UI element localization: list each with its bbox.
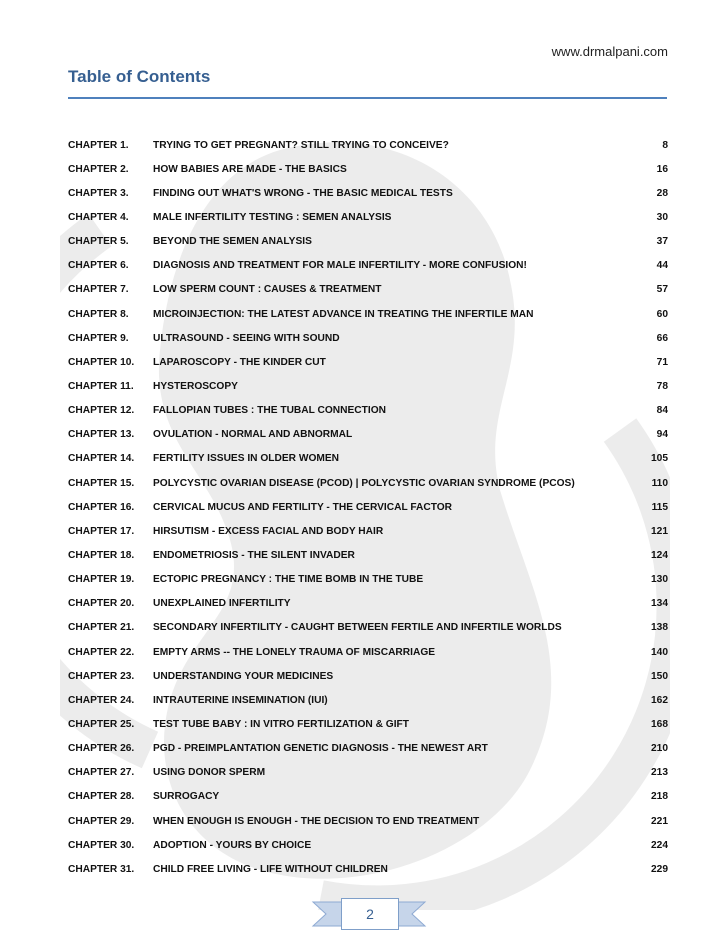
page-ref: 16 — [656, 163, 668, 175]
toc-entry[interactable] — [68, 302, 668, 326]
toc-entry[interactable] — [68, 350, 668, 374]
toc-entry[interactable] — [68, 519, 668, 543]
chapter-title: FERTILITY ISSUES IN OLDER WOMEN — [153, 453, 340, 465]
chapter-title: BEYOND THE SEMEN ANALYSIS — [153, 236, 312, 248]
chapter-number: CHAPTER 16. — [68, 501, 135, 513]
page-ref: 37 — [656, 236, 668, 248]
chapter-title: LOW SPERM COUNT : CAUSES & TREATMENT — [153, 284, 382, 296]
chapter-title: WHEN ENOUGH IS ENOUGH - THE DECISION TO END TREATMENT — [153, 815, 480, 827]
chapter-number: CHAPTER 29. — [68, 815, 135, 827]
chapter-number: CHAPTER 12. — [68, 405, 135, 417]
toc-entry[interactable] — [68, 157, 668, 181]
toc-entry[interactable] — [68, 664, 668, 688]
chapter-title: ECTOPIC PREGNANCY : THE TIME BOMB IN THE TUBE — [153, 574, 424, 586]
toc-entry[interactable] — [68, 326, 668, 350]
chapter-title: UNDERSTANDING YOUR MEDICINES — [153, 670, 334, 682]
page-ref: 78 — [656, 380, 668, 392]
page-ref: 168 — [651, 718, 668, 730]
chapter-number: CHAPTER 6. — [68, 260, 129, 272]
toc-entry[interactable] — [68, 761, 668, 785]
chapter-title: CHILD FREE LIVING - LIFE WITHOUT CHILDREN — [153, 863, 388, 875]
page-ref: 28 — [656, 187, 668, 199]
toc-entry[interactable] — [68, 399, 668, 423]
chapter-title: FINDING OUT WHAT'S WRONG - THE BASIC MEDICAL TESTS — [153, 187, 453, 199]
page-ref: 229 — [651, 863, 668, 875]
page-ref: 57 — [656, 284, 668, 296]
chapter-title: TRYING TO GET PREGNANT? STILL TRYING TO CONCEIVE? — [153, 139, 449, 151]
chapter-title: UNEXPLAINED INFERTILITY — [153, 598, 291, 610]
chapter-title: POLYCYSTIC OVARIAN DISEASE (PCOD) | POLYCYSTIC OVARIAN SYNDROME (PCOS) — [153, 477, 575, 489]
chapter-title: CERVICAL MUCUS AND FERTILITY - THE CERVICAL FACTOR — [153, 501, 453, 513]
chapter-number: CHAPTER 28. — [68, 791, 135, 803]
toc-entry[interactable] — [68, 833, 668, 857]
page-ref: 124 — [651, 549, 668, 561]
toc-entry[interactable] — [68, 495, 668, 519]
chapter-number: CHAPTER 23. — [68, 670, 135, 682]
chapter-number: CHAPTER 17. — [68, 525, 135, 537]
page-ref: 94 — [656, 429, 668, 441]
page-ref: 213 — [651, 767, 668, 779]
website-url[interactable]: www.drmalpani.com — [551, 44, 668, 59]
chapter-title: LAPAROSCOPY - THE KINDER CUT — [153, 356, 326, 368]
page-ref: 121 — [651, 525, 668, 537]
toc-entry[interactable] — [68, 857, 668, 881]
page-ref: 210 — [651, 743, 668, 755]
toc-entry[interactable] — [68, 374, 668, 398]
toc-entry[interactable] — [68, 568, 668, 592]
page-ref: 224 — [651, 839, 668, 851]
page-ref: 66 — [656, 332, 668, 344]
chapter-title: EMPTY ARMS -- THE LONELY TRAUMA OF MISCARRIAGE — [153, 646, 436, 658]
toc-entry[interactable] — [68, 278, 668, 302]
chapter-number: CHAPTER 31. — [68, 863, 135, 875]
toc-entry[interactable] — [68, 640, 668, 664]
page-title: Table of Contents — [68, 67, 211, 86]
chapter-number: CHAPTER 11. — [68, 380, 134, 392]
chapter-number: CHAPTER 10. — [68, 356, 135, 368]
chapter-number: CHAPTER 9. — [68, 332, 129, 344]
chapter-title: OVULATION - NORMAL AND ABNORMAL — [153, 429, 353, 441]
chapter-title: TEST TUBE BABY : IN VITRO FERTILIZATION & GIFT — [153, 718, 409, 730]
toc-entry[interactable] — [68, 181, 668, 205]
toc-entry[interactable] — [68, 543, 668, 567]
chapter-number: CHAPTER 27. — [68, 767, 135, 779]
title-divider — [68, 97, 667, 99]
chapter-title: USING DONOR SPERM — [153, 767, 266, 779]
toc-entry[interactable] — [68, 254, 668, 278]
page-ref: 138 — [651, 622, 668, 634]
chapter-number: CHAPTER 22. — [68, 646, 135, 658]
chapter-number: CHAPTER 26. — [68, 743, 135, 755]
toc-entry[interactable] — [68, 592, 668, 616]
chapter-number: CHAPTER 15. — [68, 477, 135, 489]
toc-entry[interactable] — [68, 712, 668, 736]
toc-entry[interactable] — [68, 423, 668, 447]
chapter-title: DIAGNOSIS AND TREATMENT FOR MALE INFERTILITY - MORE CONFUSION! — [153, 260, 527, 272]
page-ref: 110 — [651, 477, 668, 489]
toc-entry[interactable] — [68, 205, 668, 229]
chapter-title: ADOPTION - YOURS BY CHOICE — [153, 839, 312, 851]
page-ref: 71 — [656, 356, 668, 368]
page-ref: 221 — [651, 815, 668, 827]
toc-entry[interactable] — [68, 688, 668, 712]
chapter-number: CHAPTER 14. — [68, 453, 135, 465]
chapter-title: ULTRASOUND - SEEING WITH SOUND — [153, 332, 340, 344]
chapter-number: CHAPTER 5. — [68, 236, 129, 248]
toc-list — [68, 133, 668, 881]
chapter-title: SURROGACY — [153, 791, 220, 803]
chapter-number: CHAPTER 19. — [68, 574, 135, 586]
chapter-title: INTRAUTERINE INSEMINATION (IUI) — [153, 694, 328, 706]
chapter-number: CHAPTER 25. — [68, 718, 135, 730]
chapter-title: MICROINJECTION: THE LATEST ADVANCE IN TREATING THE INFERTILE MAN — [153, 308, 534, 320]
page-number: 2 — [341, 898, 399, 930]
chapter-title: ENDOMETRIOSIS - THE SILENT INVADER — [153, 549, 355, 561]
page-ref: 150 — [651, 670, 668, 682]
chapter-number: CHAPTER 7. — [68, 284, 129, 296]
chapter-number: CHAPTER 2. — [68, 163, 129, 175]
page-ref: 30 — [656, 211, 668, 223]
chapter-number: CHAPTER 8. — [68, 308, 129, 320]
chapter-title: HOW BABIES ARE MADE - THE BASICS — [153, 163, 347, 175]
page-ref: 134 — [651, 598, 668, 610]
chapter-number: CHAPTER 21. — [68, 622, 135, 634]
page-ref: 8 — [662, 139, 668, 151]
page-ref: 84 — [656, 405, 668, 417]
toc-entry[interactable] — [68, 447, 668, 471]
chapter-number: CHAPTER 20. — [68, 598, 135, 610]
chapter-title: FALLOPIAN TUBES : THE TUBAL CONNECTION — [153, 405, 386, 417]
chapter-number: CHAPTER 13. — [68, 429, 135, 441]
page-ref: 60 — [656, 308, 668, 320]
page-ref: 44 — [656, 260, 668, 272]
chapter-title: HIRSUTISM - EXCESS FACIAL AND BODY HAIR — [153, 525, 384, 537]
toc-entry[interactable] — [68, 133, 668, 157]
chapter-number: CHAPTER 3. — [68, 187, 129, 199]
chapter-title: HYSTEROSCOPY — [153, 380, 238, 392]
page-ref: 130 — [651, 574, 668, 586]
toc-entry[interactable] — [68, 737, 668, 761]
chapter-number: CHAPTER 1. — [68, 139, 129, 151]
chapter-title: MALE INFERTILITY TESTING : SEMEN ANALYSIS — [153, 211, 392, 223]
toc-entry[interactable] — [68, 616, 668, 640]
page-ref: 218 — [651, 791, 668, 803]
page-ref: 162 — [651, 694, 668, 706]
chapter-number: CHAPTER 18. — [68, 549, 135, 561]
page-ref: 115 — [651, 501, 668, 513]
chapter-title: PGD - PREIMPLANTATION GENETIC DIAGNOSIS - THE NEWEST ART — [153, 743, 488, 755]
page-ref: 140 — [651, 646, 668, 658]
page-ref: 105 — [651, 453, 668, 465]
toc-entry[interactable] — [68, 230, 668, 254]
toc-entry[interactable] — [68, 809, 668, 833]
chapter-number: CHAPTER 30. — [68, 839, 135, 851]
toc-entry[interactable] — [68, 471, 668, 495]
toc-entry[interactable] — [68, 785, 668, 809]
chapter-title: SECONDARY INFERTILITY - CAUGHT BETWEEN FERTILE AND INFERTILE WORLDS — [153, 622, 562, 634]
chapter-number: CHAPTER 4. — [68, 211, 129, 223]
chapter-number: CHAPTER 24. — [68, 694, 135, 706]
